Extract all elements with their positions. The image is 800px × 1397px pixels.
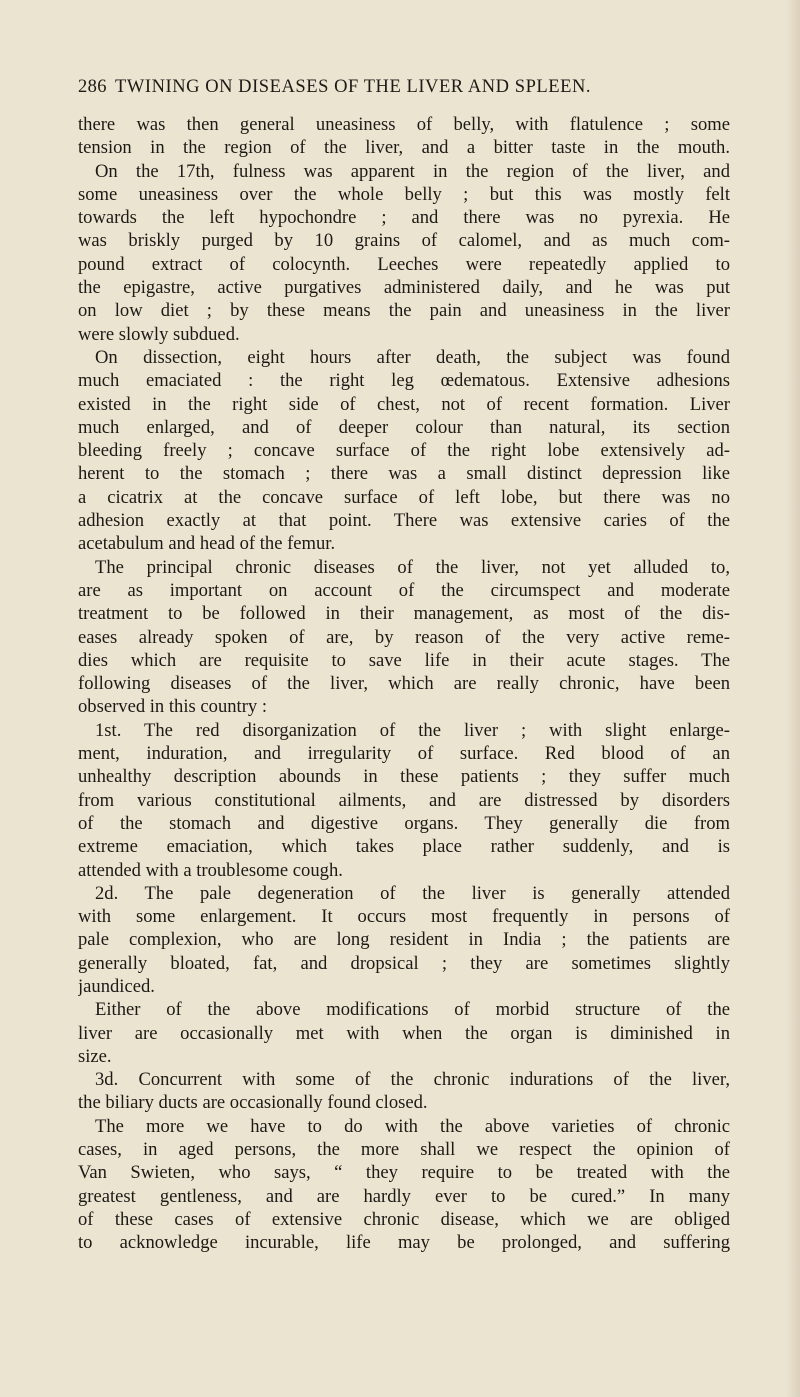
text-line: unhealthy description abounds in these patients ; they suffer much <box>78 766 730 788</box>
text-line: a cicatrix at the concave surface of left lobe, but there was no <box>78 486 730 508</box>
text-line: eases already spoken of are, by reason of the very active reme- <box>78 626 730 648</box>
text-line: some uneasiness over the whole belly ; but this was mostly felt <box>78 183 730 205</box>
text-line: 2d. The pale degeneration of the liver is generally attended <box>95 882 730 904</box>
text-line: pale complexion, who are long resident in India ; the patients are <box>78 929 730 951</box>
text-line: observed in this country : <box>78 696 268 718</box>
text-line: tension in the region of the liver, and a bitter taste in the mouth. <box>78 137 730 159</box>
text-line: 1st. The red disorganization of the liver ; with slight enlarge- <box>95 719 730 741</box>
text-line: Van Swieten, who says, “ they require to be treated with the <box>78 1162 730 1184</box>
running-title: TWINING ON DISEASES OF THE LIVER AND SPLEEN. <box>115 77 592 97</box>
text-line: the biliary ducts are occasionally found closed. <box>78 1092 428 1114</box>
text-line: adhesion exactly at that point. There was extensive caries of the <box>78 510 730 532</box>
text-line: the epigastre, active purgatives administered daily, and he was put <box>78 277 730 299</box>
text-line: Either of the above modifications of morbid structure of the <box>95 999 730 1021</box>
text-line: were slowly subdued. <box>78 323 240 345</box>
text-line: was briskly purged by 10 grains of calomel, and as much com- <box>78 230 730 252</box>
body-text <box>78 113 730 1255</box>
text-line: generally bloated, fat, and dropsical ; they are sometimes slightly <box>78 952 730 974</box>
text-line: herent to the stomach ; there was a small distinct depression like <box>78 463 730 485</box>
text-line: much enlarged, and of deeper colour than natural, its section <box>78 416 730 438</box>
text-line: pound extract of colocynth. Leeches were repeatedly applied to <box>78 253 730 275</box>
text-line: of these cases of extensive chronic disease, which we are obliged <box>78 1208 730 1230</box>
text-line: liver are occasionally met with when the organ is diminished in <box>78 1022 730 1044</box>
text-line: On dissection, eight hours after death, the subject was found <box>95 346 730 368</box>
running-header <box>78 76 728 98</box>
text-line: On the 17th, fulness was apparent in the region of the liver, and <box>95 160 730 182</box>
text-line: The principal chronic diseases of the liver, not yet alluded to, <box>95 556 730 578</box>
page-number: 286 <box>78 77 107 97</box>
text-line: jaundiced. <box>78 975 155 997</box>
text-line: to acknowledge incurable, life may be prolonged, and suffering <box>78 1232 730 1254</box>
text-line: from various constitutional ailments, and are distressed by disorders <box>78 789 730 811</box>
page-edge-shadow <box>786 0 800 1397</box>
text-line: towards the left hypochondre ; and there was no pyrexia. He <box>78 207 730 229</box>
text-line: with some enlargement. It occurs most frequently in persons of <box>78 906 730 928</box>
text-line: cases, in aged persons, the more shall we respect the opinion of <box>78 1139 730 1161</box>
text-line: bleeding freely ; concave surface of the right lobe extensively ad- <box>78 440 730 462</box>
text-line: much emaciated : the right leg œdematous. Extensive adhesions <box>78 370 730 392</box>
text-line: greatest gentleness, and are hardly ever to be cured.” In many <box>78 1185 730 1207</box>
text-line: of the stomach and digestive organs. They generally die from <box>78 812 730 834</box>
text-line: are as important on account of the circumspect and moderate <box>78 579 730 601</box>
text-line: The more we have to do with the above varieties of chronic <box>95 1115 730 1137</box>
text-line: extreme emaciation, which takes place rather suddenly, and is <box>78 836 730 858</box>
text-line: 3d. Concurrent with some of the chronic indurations of the liver, <box>95 1069 730 1091</box>
text-line: size. <box>78 1045 112 1067</box>
text-line: ment, induration, and irregularity of surface. Red blood of an <box>78 743 730 765</box>
text-line: existed in the right side of chest, not of recent formation. Liver <box>78 393 730 415</box>
text-line: on low diet ; by these means the pain and uneasiness in the liver <box>78 300 730 322</box>
text-line: following diseases of the liver, which are really chronic, have been <box>78 673 730 695</box>
text-line: dies which are requisite to save life in their acute stages. The <box>78 649 730 671</box>
text-line: there was then general uneasiness of belly, with flatulence ; some <box>78 114 730 135</box>
text-line: treatment to be followed in their management, as most of the dis- <box>78 603 730 625</box>
text-line: acetabulum and head of the femur. <box>78 533 336 555</box>
text-line: attended with a troublesome cough. <box>78 859 343 881</box>
